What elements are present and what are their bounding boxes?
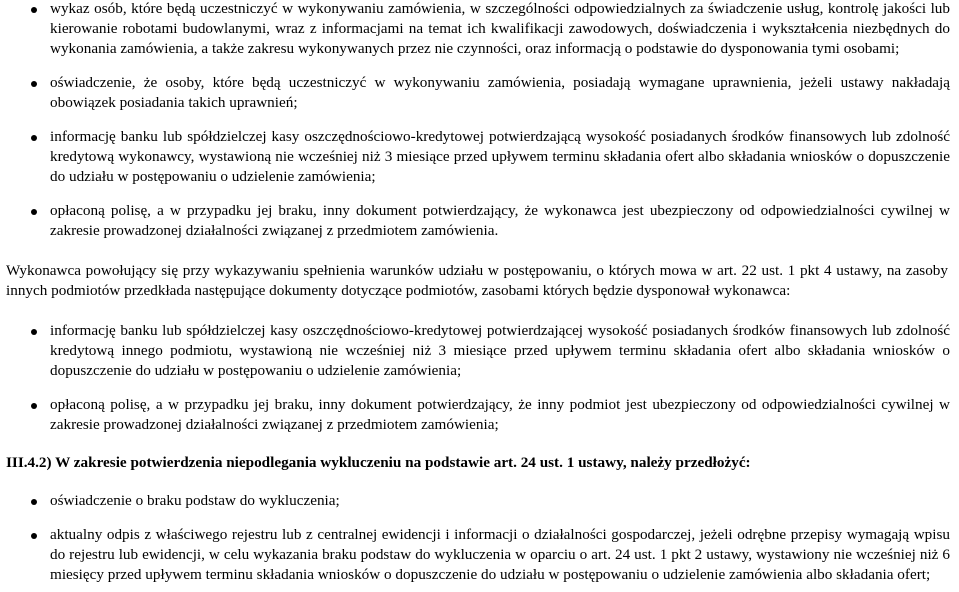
body-paragraph: Wykonawca powołujący się przy wykazywaniu spełnienia warunków udziału w postępowaniu, o których mowa w art. 22 ust. 1 pkt 4 ustawy, na zasoby innych podmiotów przedkłada następujące dokumenty dotyczące podmiotów, zasobami których będzie dysponował wykonawca: [6, 262, 948, 299]
list-item: aktualny odpis z właściwego rejestru lub z centralnej ewidencji i informacji o działalności gospodarczej, jeżeli odrębne przepisy wymagają wpisu do rejestru lub ewidencji, w celu wykazania braku podstaw do wykluczenia w oparciu o art. 24 ust. 1 pkt 2 ustawy, wystawiony nie wcześniej niż 6 miesięcy przed upływem terminu składania wniosków o dopuszczenie do udziału w postępowaniu o udzielenie zamówienia albo składania ofert; [6, 525, 950, 585]
other-entities-documents-list [6, 321, 950, 435]
list-item: opłaconą polisę, a w przypadku jej braku, inny dokument potwierdzający, że inny podmiot jest ubezpieczony od odpowiedzialności cywilnej w zakresie prowadzonej działalności związanej z przedmiotem zamówienia; [6, 395, 950, 435]
list-item: opłaconą polisę, a w przypadku jej braku, inny dokument potwierdzający, że wykonawca jest ubezpieczony od odpowiedzialności cywilnej w zakresie prowadzonej działalności związanej z przedmiotem zamówienia. [6, 201, 950, 241]
list-item: informację banku lub spółdzielczej kasy oszczędnościowo-kredytowej potwierdzającą wysokość posiadanych środków finansowych lub zdolność kredytową wykonawcy, wystawioną nie wcześniej niż 3 miesiące przed upływem terminu składania ofert albo składania wniosków o dopuszczenie do udziału w postępowaniu o udzielenie zamówienia; [6, 127, 950, 187]
list-item: oświadczenie o braku podstaw do wykluczenia; [6, 491, 950, 511]
qualification-documents-list [6, 0, 950, 241]
list-item: wykaz osób, które będą uczestniczyć w wykonywaniu zamówienia, w szczególności odpowiedzialnych za świadczenie usług, kontrolę jakości lub kierowanie robotami budowlanymi, wraz z informacjami na temat ich kwalifikacji zawodowych, doświadczenia i wykształcenia niezbędnych do wykonania zamówienia, a także zakresu wykonywanych przez nie czynności, oraz informacją o podstawie do dysponowania tymi osobami; [6, 0, 950, 59]
section-heading: III.4.2) W zakresie potwierdzenia niepodlegania wykluczeniu na podstawie art. 24 ust. 1 ustawy, należy przedłożyć: [6, 454, 751, 471]
list-item: oświadczenie, że osoby, które będą uczestniczyć w wykonywaniu zamówienia, posiadają wymagane uprawnienia, jeżeli ustawy nakładają obowiązek posiadania takich uprawnień; [6, 73, 950, 113]
list-item: informację banku lub spółdzielczej kasy oszczędnościowo-kredytowej potwierdzającej wysokość posiadanych środków finansowych lub zdolność kredytową innego podmiotu, wystawioną nie wcześniej niż 3 miesiące przed upływem terminu składania ofert albo składania wniosków o dopuszczenie do udziału w postępowaniu o udzielenie zamówienia; [6, 321, 950, 381]
exclusion-documents-list [6, 491, 950, 585]
